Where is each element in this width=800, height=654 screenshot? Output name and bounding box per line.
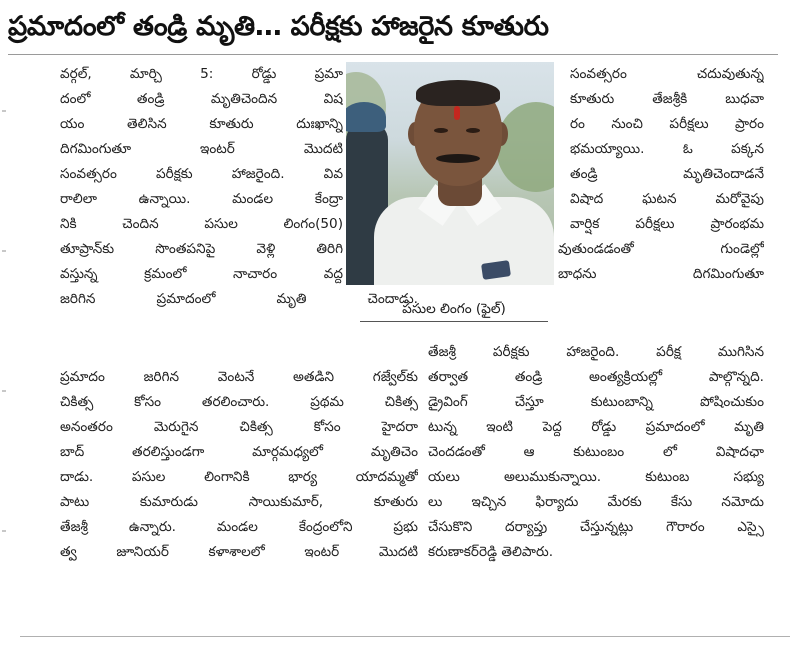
body-line: సంవత్సరం పరీక్షకు హాజరైంది. వివ	[60, 166, 343, 182]
body-line: త్వ జూనియర్ కళాశాలలో ఇంటర్ మొదటి	[60, 544, 418, 560]
body-line: దాడు. పసుల లింగానికి భార్య యాదమ్మతో	[60, 469, 418, 485]
body-line: బాద్ తరలిస్తుండగా మార్గమధ్యలో మృతిచెం	[60, 444, 418, 460]
body-line: కూతురు తేజశ్రీకి బుధవా	[570, 91, 764, 107]
body-line: యం తెలిసిన కూతురు దుఃఖాన్ని	[60, 116, 343, 132]
body-line: వర్గల్, మార్చి 5: రోడ్డు ప్రమా	[60, 66, 343, 82]
body-line: భమయ్యాయి. ఓ పక్కన	[570, 141, 764, 157]
body-line: వస్తున్న క్రమంలో నాచారం వద్ద	[60, 266, 343, 282]
article-column-right-bottom	[428, 340, 764, 565]
photo-pasula-lingam	[346, 62, 554, 285]
body-line: నికి చెందిన పసుల లింగం(50)	[60, 216, 343, 232]
body-line: దిగమింగుతూ ఇంటర్ మొదటి	[60, 141, 343, 157]
body-line: తూప్రాన్‌కు సొంతపనిపై వెళ్లి తిరిగి	[60, 241, 343, 257]
body-line: తేజశ్రీ పరీక్షకు హాజరైంది. పరీక్ష ముగిసిన	[428, 344, 764, 360]
body-line: డ్రైవింగ్ చేస్తూ కుటుంబాన్ని పోషించుకుం	[428, 394, 764, 410]
body-line: పాటు కుమారుడు సాయికుమార్, కూతురు	[60, 494, 418, 510]
photo-caption: పసుల లింగం (ఫైల్)	[360, 296, 548, 322]
margin-marks	[2, 70, 8, 630]
body-line: లు ఇచ్చిన ఫిర్యాదు మేరకు కేసు నమోదు	[428, 494, 764, 510]
body-line: చేసుకొని దర్యాప్తు చేస్తున్నట్లు గౌరారం ఎస్సై	[428, 519, 764, 535]
body-line: ప్రమాదం జరిగిన వెంటనే అతడిని గజ్వేల్‌కు	[60, 369, 418, 385]
body-line: తేజశ్రీ ఉన్నారు. మండల కేంద్రంలోని ప్రభు	[60, 519, 418, 535]
body-line: టున్న ఇంటి పెద్ద రోడ్డు ప్రమాదంలో మృతి	[428, 419, 764, 435]
body-line: జరిగిన ప్రమాదంలో మృతి చెందాడు.	[60, 291, 418, 307]
body-line: చికిత్స కోసం తరలించారు. ప్రథమ చికిత్స	[60, 394, 418, 410]
bottom-rule	[20, 636, 790, 637]
body-line: చెందడంతో ఆ కుటుంబం లో విషాదఛా	[428, 444, 764, 460]
body-line: సంవత్సరం చదువుతున్న	[570, 66, 764, 82]
body-line: రాలిలా ఉన్నాయి. మండల కేంద్రా	[60, 191, 343, 207]
body-line: రం నుంచి పరీక్షలు ప్రారం	[570, 116, 764, 132]
body-line: యలు అలుముకున్నాయి. కుటుంబ సభ్యు	[428, 469, 764, 485]
body-line: వుతుండడంతో గుండెల్లో	[558, 241, 764, 257]
body-line: బాధను దిగమింగుతూ	[558, 266, 764, 282]
article-column-left-bottom	[60, 365, 418, 565]
body-line: అనంతరం మెరుగైన చికిత్స కోసం హైదరా	[60, 419, 418, 435]
headline-rule	[8, 54, 778, 55]
body-line: తర్వాత తండ్రి అంత్యక్రియల్లో పాల్గొన్నది.	[428, 369, 764, 385]
body-line: విషాద ఘటన మరోవైపు	[570, 191, 764, 207]
article-column-left-top	[60, 62, 418, 312]
body-line: దంలో తండ్రి మృతిచెందిన విష	[60, 91, 343, 107]
body-line: తండ్రి మృతిచెందాడనే	[570, 166, 764, 182]
article-column-right-top	[558, 62, 764, 287]
headline: ప్రమాదంలో తండ్రి మృతి… పరీక్షకు హాజరైన కూతురు	[8, 11, 549, 42]
body-line: వార్షిక పరీక్షలు ప్రారంభమ	[570, 216, 764, 232]
body-line: కరుణాకర్‌రెడ్డి తెలిపారు.	[428, 544, 554, 560]
